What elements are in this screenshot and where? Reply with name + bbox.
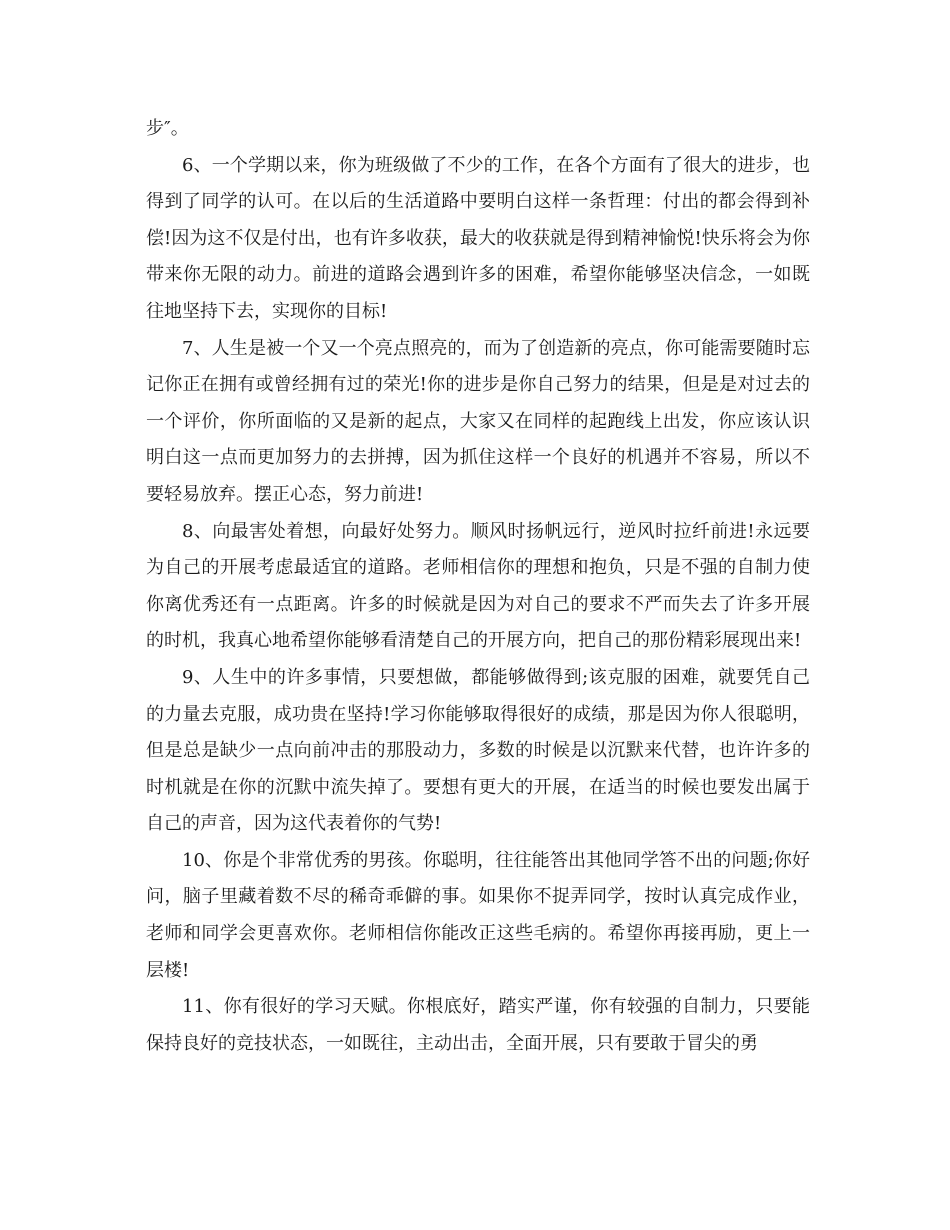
continuation-line: 步″。 [146, 118, 189, 139]
document-body [146, 111, 810, 1062]
paragraph-11: 11、你有很好的学习天赋。你根底好，踏实严谨，你有较强的自制力，只要能保持良好的竞技状态，一如既往，主动出击，全面开展，只有要敢于冒尖的勇 [146, 996, 810, 1054]
paragraph-10: 10、你是个非常优秀的男孩。你聪明，往往能答出其他同学答不出的问题;你好问，脑子里藏着数不尽的稀奇乖僻的事。如果你不捉弄同学，按时认真完成作业，老师和同学会更喜欢你。老师相信你能改正这些毛病的。希望你再接再励，更上一层楼! [146, 849, 810, 981]
paragraph-8: 8、向最害处着想，向最好处努力。顺风时扬帆远行，逆风时拉纤前进!永远要为自己的开展考虑最适宜的道路。老师相信你的理想和抱负，只是不强的自制力使你离优秀还有一点距离。许多的时候就是因为对自己的要求不严而失去了许多开展的时机，我真心地希望你能够看清楚自己的开展方向，把自己的那份精彩展现出来! [146, 520, 810, 652]
paragraph-9: 9、人生中的许多事情，只要想做，都能够做得到;该克服的困难，就要凭自己的力量去克服，成功贵在坚持!学习你能够取得很好的成绩，那是因为你人很聪明，但是总是缺少一点向前冲击的那股动力，多数的时候是以沉默来代替，也许许多的时机就是在你的沉默中流失掉了。要想有更大的开展，在适当的时候也要发出属于自己的声音，因为这代表着你的气势! [146, 666, 810, 835]
paragraph-6: 6、一个学期以来，你为班级做了不少的工作，在各个方面有了很大的进步，也得到了同学的认可。在以后的生活道路中要明白这样一条哲理：付出的都会得到补偿!因为这不仅是付出，也有许多收获，最大的收获就是得到精神愉悦!快乐将会为你带来你无限的动力。前进的道路会遇到许多的困难，希望你能够坚决信念，一如既往地坚持下去，实现你的目标! [146, 154, 810, 322]
paragraph-7: 7、人生是被一个又一个亮点照亮的，而为了创造新的亮点，你可能需要随时忘记你正在拥有或曾经拥有过的荣光!你的进步是你自己努力的结果，但是是对过去的一个评价，你所面临的又是新的起点，大家又在同样的起跑线上出发，你应该认识明白这一点而更加努力的去拼搏，因为抓住这样一个良好的机遇并不容易，所以不要轻易放弃。摆正心态，努力前进! [146, 337, 810, 505]
